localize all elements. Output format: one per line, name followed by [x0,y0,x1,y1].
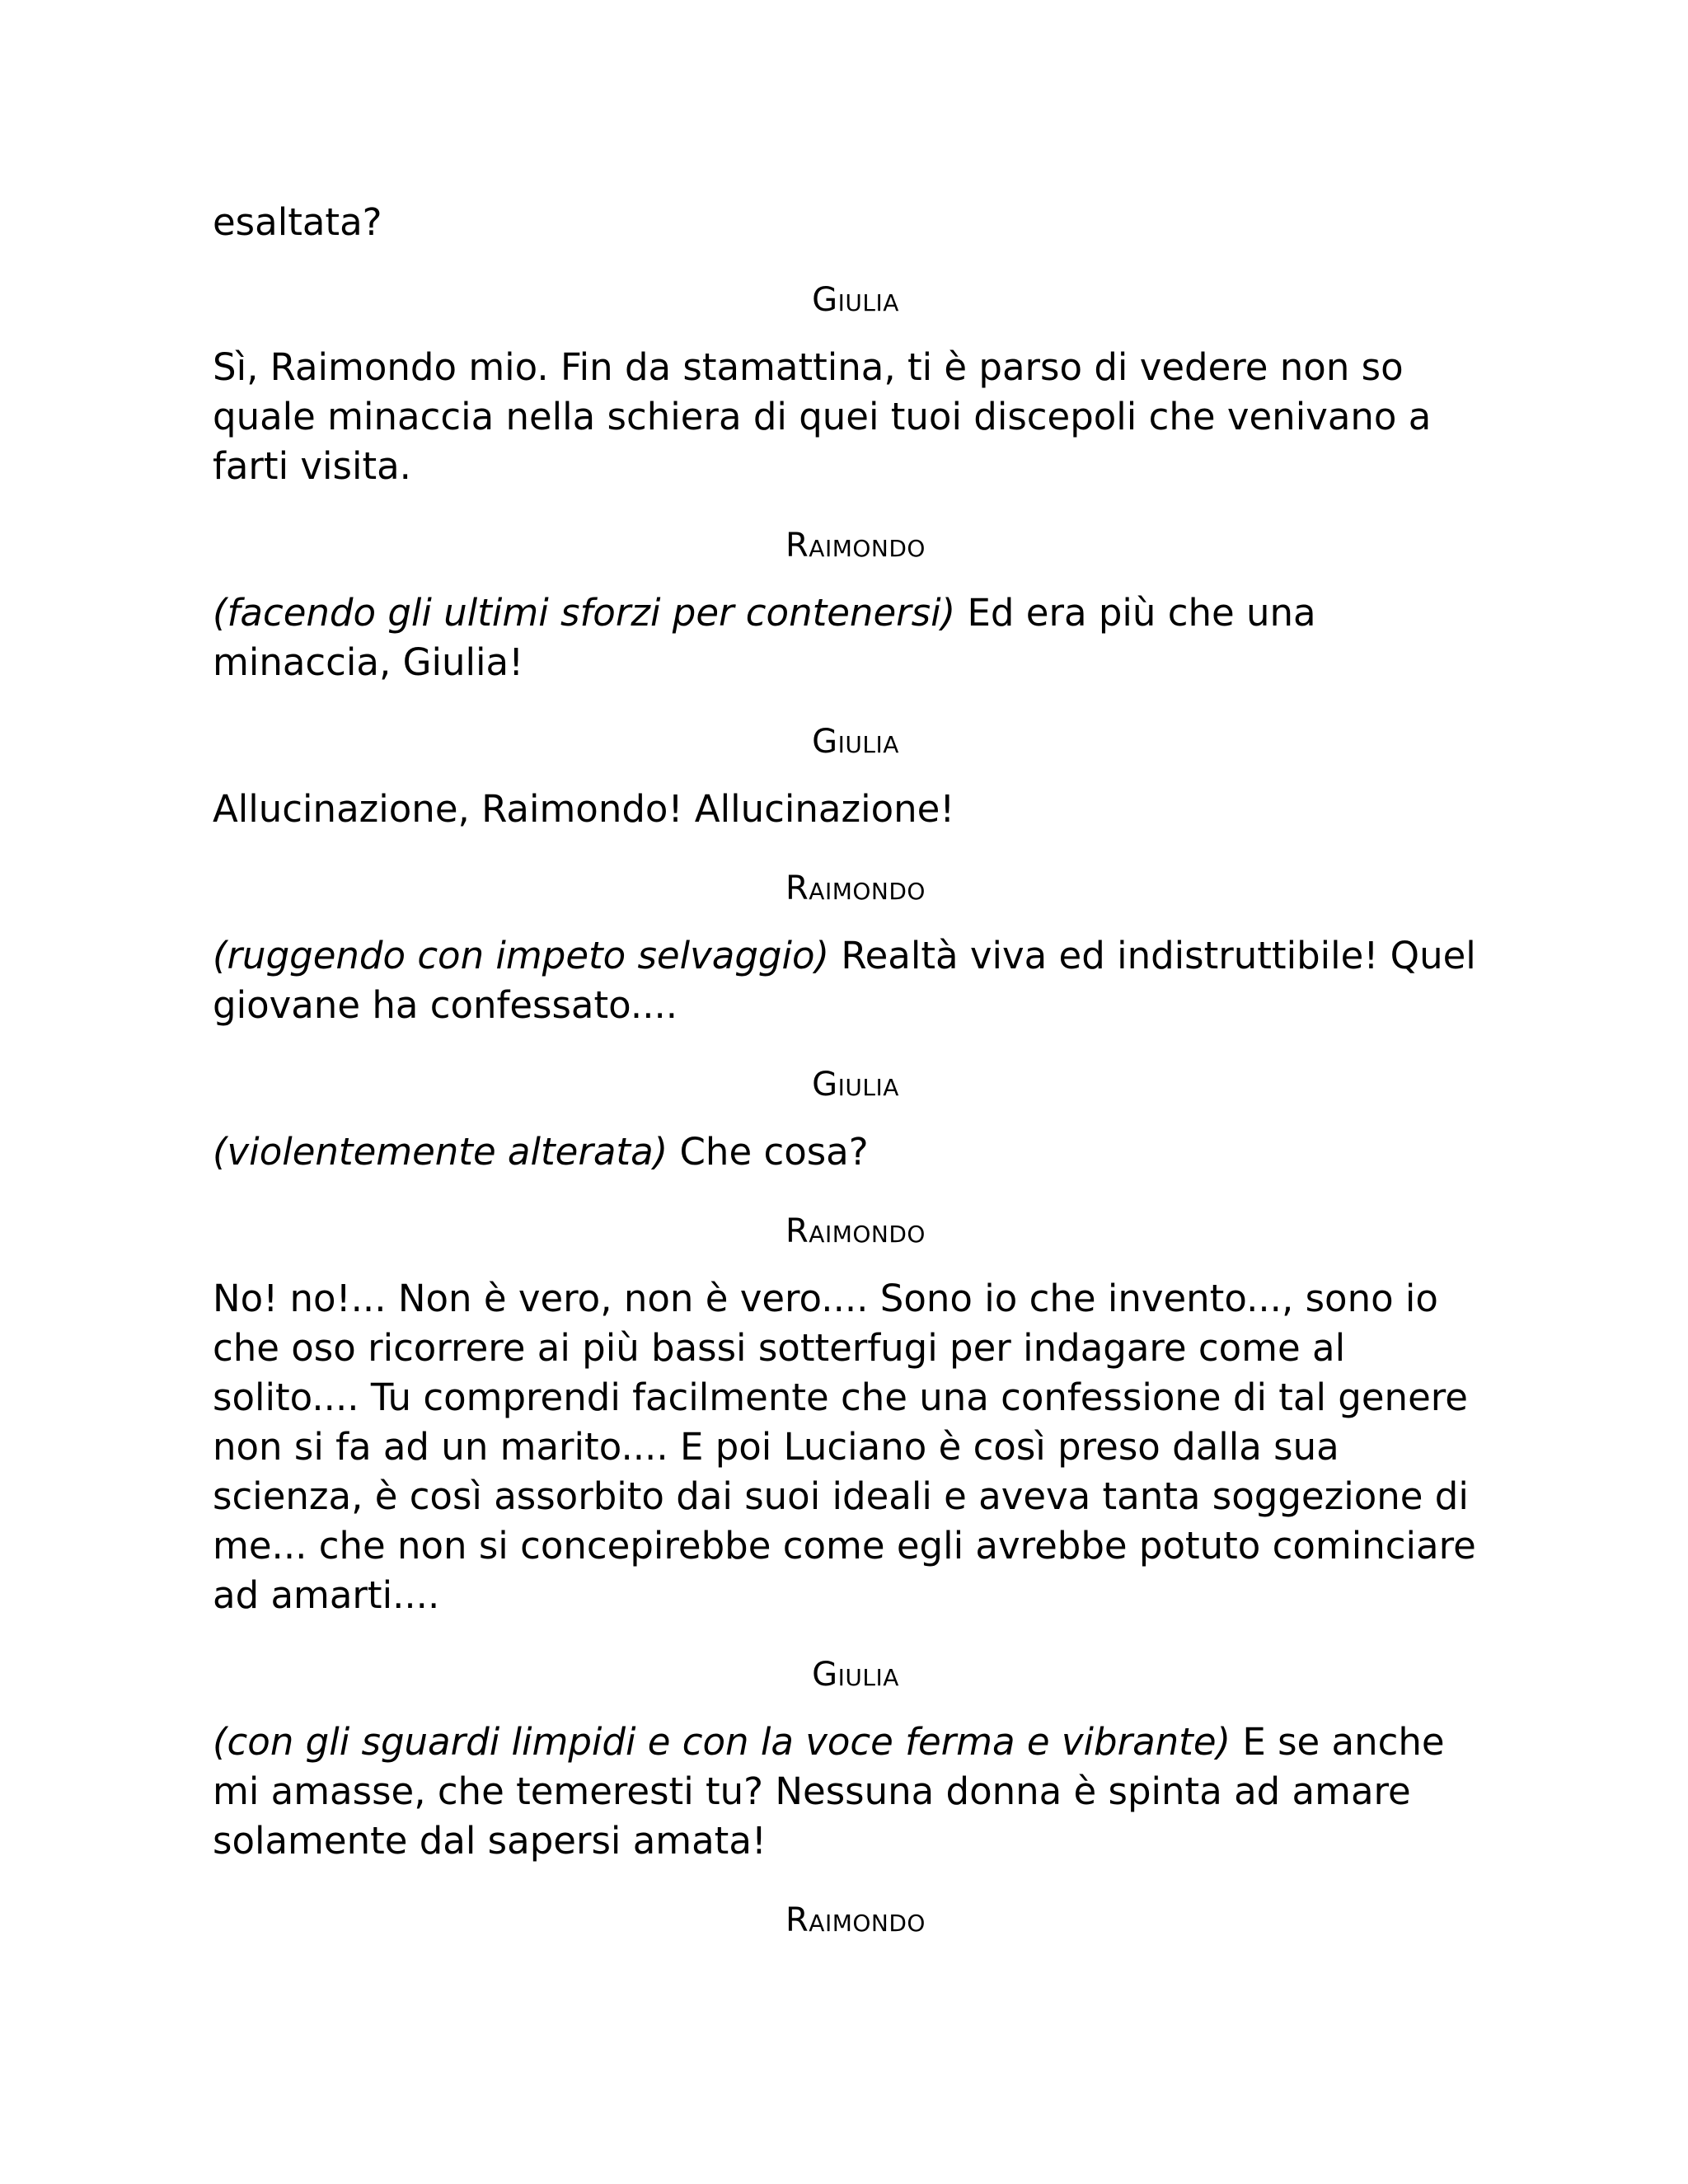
speech-block [213,343,1498,491]
speaker-name: Raimondo [785,1212,926,1250]
stage-direction: (facendo gli ultimi sforzi per contenersi) [213,591,956,635]
speech-text: Che cosa? [679,1130,869,1174]
continuation-line: esaltata? [213,200,382,244]
speaker-name: Raimondo [785,527,926,565]
speech-block [213,588,1498,687]
speaker-name: Giulia [812,1066,899,1104]
speech-block [213,1127,1498,1177]
speech-text: Sì, Raimondo mio. Fin da stamattina, ti è parso di vedere non so quale minaccia nella schiera di quei tuoi discepoli che venivano a farti visita. [213,345,1432,488]
speaker-name: Giulia [812,281,899,319]
speech-text: Ed era più che una minaccia, Giulia! [213,591,1316,684]
speech-text: Allucinazione, Raimondo! Allucinazione! [213,787,955,831]
speech-text: No! no!... Non è vero, non è vero.... Sono io che invento..., sono io che oso ricorrere ai più bassi sotterfugi per indagare come al solito.... Tu comprendi facilmente che una confessione di tal genere non si fa ad un marito.... E poi Luciano è così preso dalla sua scienza, è così assorbito dai suoi ideali e aveva tanta soggezione di me... che non si concepirebbe come egli avrebbe potuto cominciare ad amarti.... [213,1277,1476,1617]
stage-direction: (violentemente alterata) [213,1130,668,1174]
speaker-name: Giulia [812,723,899,761]
speech-block [213,1274,1498,1620]
speech-block [213,785,1498,834]
speech-block [213,931,1498,1030]
stage-direction: (ruggendo con impeto selvaggio) [213,934,830,977]
stage-direction: (con gli sguardi limpidi e con la voce ferma e vibrante) [213,1720,1231,1764]
speaker-name: Raimondo [785,869,926,907]
play-script [213,198,1498,1963]
speech-text: Realtà viva ed indistruttibile! Quel giovane ha confessato.... [213,934,1476,1027]
speech-text: E se anche mi amasse, che temeresti tu? Nessuna donna è spinta ad amare solamente dal sapersi amata! [213,1720,1445,1863]
speech-block [213,1718,1498,1866]
speaker-name: Raimondo [785,1901,926,1939]
speaker-name: Giulia [812,1656,899,1694]
